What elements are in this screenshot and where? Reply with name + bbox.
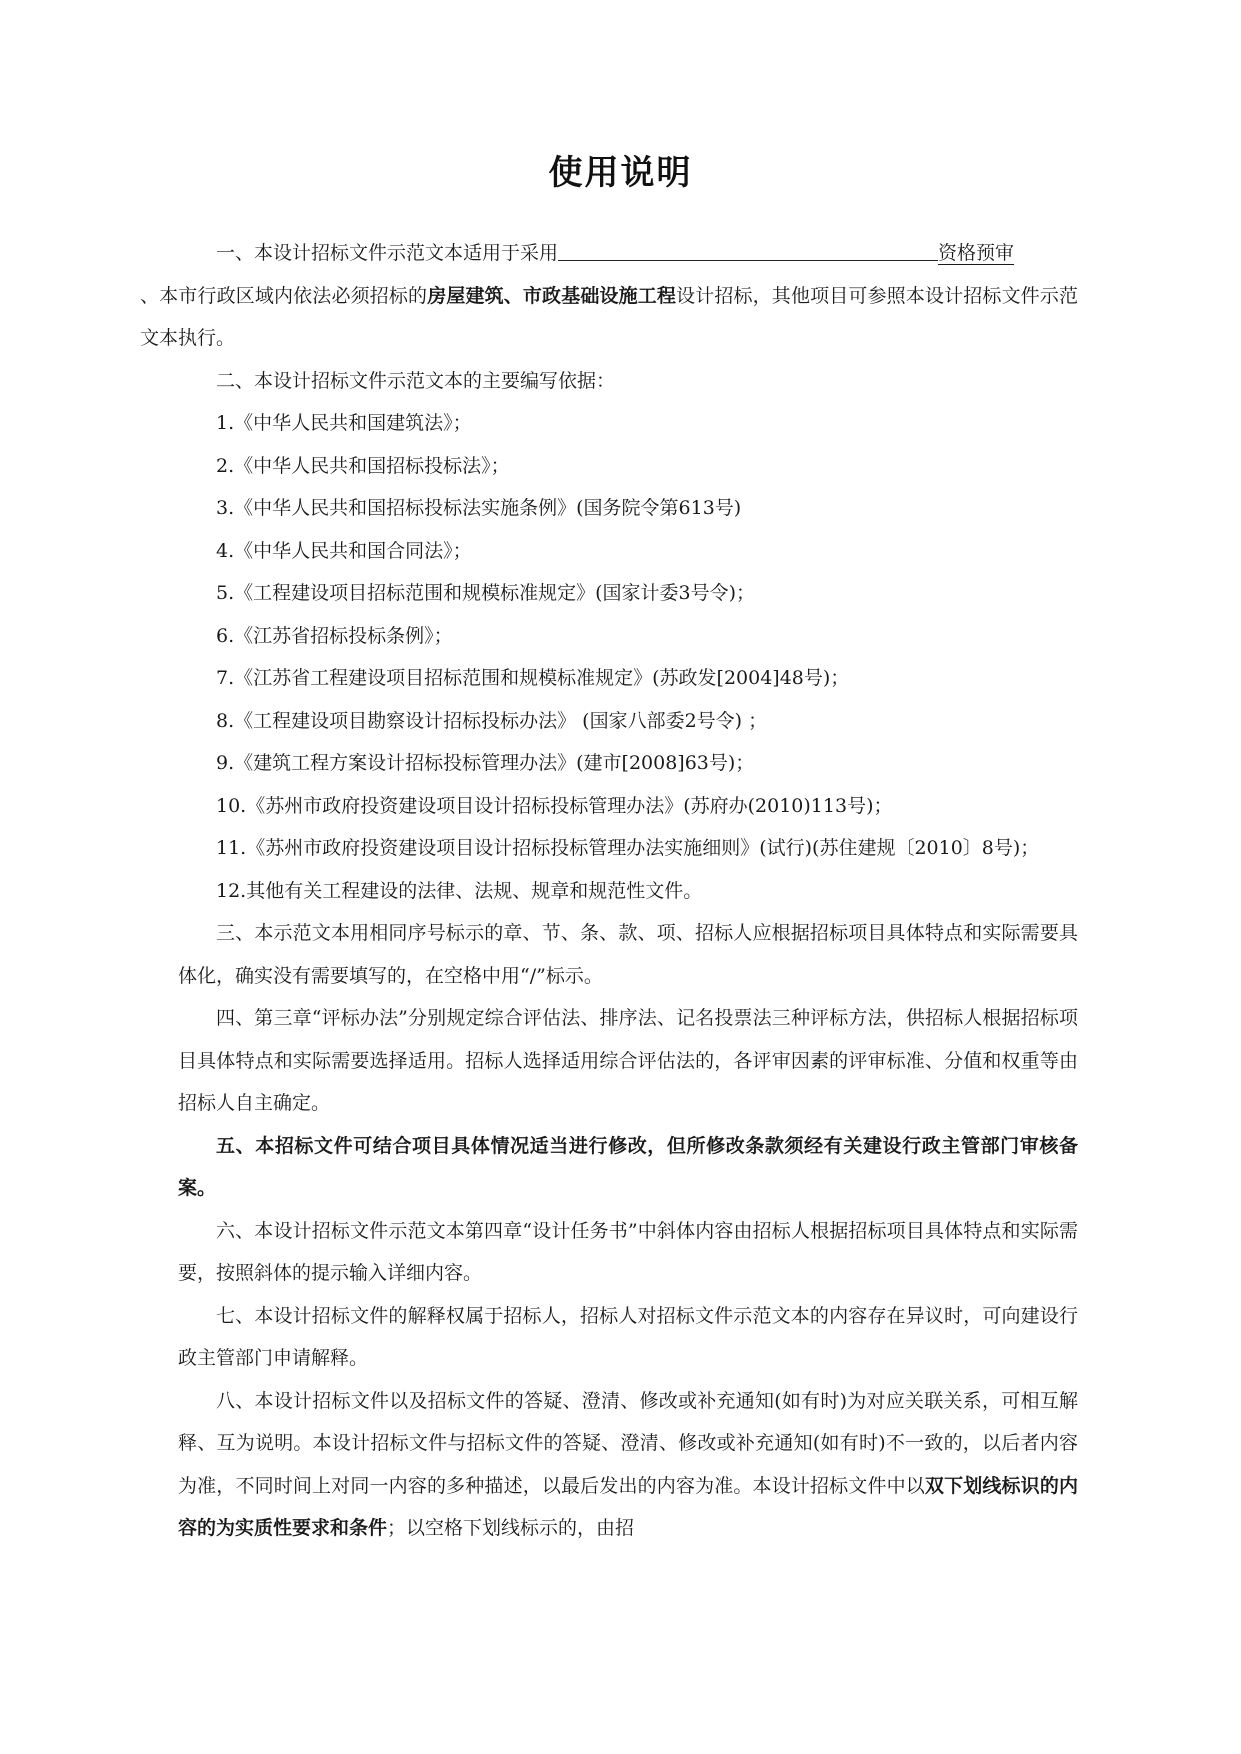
basis-item: 10.《苏州市政府投资建设项目设计招标投标管理办法》(苏府办(2010)113号)； [216, 794, 893, 817]
paragraph-7: 七、本设计招标文件的解释权属于招标人，招标人对招标文件示范文本的内容存在异议时，可向建设行政主管部门申请解释。 [178, 1304, 1078, 1369]
basis-item: 11.《苏州市政府投资建设项目设计招标投标管理办法实施细则》(试行)(苏住建规〔2010〕8号)； [216, 837, 1040, 859]
paragraph-1 [140, 232, 1078, 360]
paragraph-4: 四、第三章“评标办法”分别规定综合评估法、排序法、记名投票法三种评标方法，供招标人根据招标项目具体特点和实际需要选择适用。招标人选择适用综合评估法的，各评审因素的评审标准、分值和权重等由招标人自主确定。 [178, 1007, 1078, 1114]
paragraph-6: 六、本设计招标文件示范文本第四章“设计任务书”中斜体内容由招标人根据招标项目具体特点和实际需要，按照斜体的提示输入详细内容。 [178, 1219, 1078, 1284]
paragraph-1-bold: 房屋建筑、市政基础设施工程 [427, 284, 677, 307]
paragraph-1-prefix: 一、本设计招标文件示范文本适用于采用 [216, 242, 559, 264]
basis-item: 2.《中华人民共和国招标投标法》； [216, 454, 510, 477]
basis-item: 5.《工程建设项目招标范围和规模标准规定》(国家计委3号令)； [216, 582, 756, 604]
paragraph-5: 五、本招标文件可结合项目具体情况适当进行修改，但所修改条款须经有关建设行政主管部门审核备案。 [178, 1134, 1078, 1199]
paragraph-1-line2-b: 设计招标，其他项目可参照本设计招标文件示范文本执行。 [140, 284, 1078, 349]
basis-item: 3.《中华人民共和国招标投标法实施条例》(国务院令第613号) [216, 497, 742, 519]
paragraph-8-bold: 双下划线标识的内容的为实质性要求和条件 [178, 1474, 1078, 1539]
page-title: 使用说明 [548, 153, 693, 193]
basis-item: 12.其他有关工程建设的法律、法规、规章和规范性文件。 [216, 879, 703, 902]
basis-item: 4.《中华人民共和国合同法》； [216, 539, 472, 562]
paragraph-2: 二、本设计招标文件示范文本的主要编写依据： [216, 369, 616, 392]
paragraph-3: 三、本示范文本用相同序号标示的章、节、条、款、项、招标人应根据招标项目具体特点和实际需要具体化，确实没有需要填写的，在空格中用“/”标示。 [178, 922, 1078, 987]
basis-item: 1.《中华人民共和国建筑法》； [216, 412, 472, 434]
basis-item: 7.《江苏省工程建设项目招标范围和规模标准规定》(苏政发[2004]48号)； [216, 667, 850, 689]
paragraph-8 [178, 1380, 1078, 1550]
basis-item: 8.《工程建设项目勘察设计招标投标办法》 (国家八部委2号令) ； [216, 709, 768, 732]
basis-item: 6.《江苏省招标投标条例》； [216, 624, 453, 647]
document-body [140, 232, 1078, 1550]
paragraph-1-line2-a: 、本市行政区域内依法必须招标的 [140, 284, 428, 307]
fill-in-blank [558, 240, 938, 261]
basis-item: 9.《建筑工程方案设计招标投标管理办法》(建市[2008]63号)； [216, 752, 755, 774]
paragraph-8-a: 八、本设计招标文件以及招标文件的答疑、澄清、修改或补充通知(如有时)为对应关联关系，可相互解释、互为说明。本设计招标文件与招标文件的答疑、澄清、修改或补充通知(如有时)不一致的，以后者内容为准，不同时间上对同一内容的多种描述，以最后发出的内容为准。本设计招标文件中以 [178, 1389, 1078, 1497]
paragraph-1-line2 [140, 275, 1078, 360]
paragraph-8-b: ；以空格下划线标示的，由招 [387, 1517, 635, 1539]
paragraph-1-blank-suffix: 资格预审 [938, 242, 1015, 264]
